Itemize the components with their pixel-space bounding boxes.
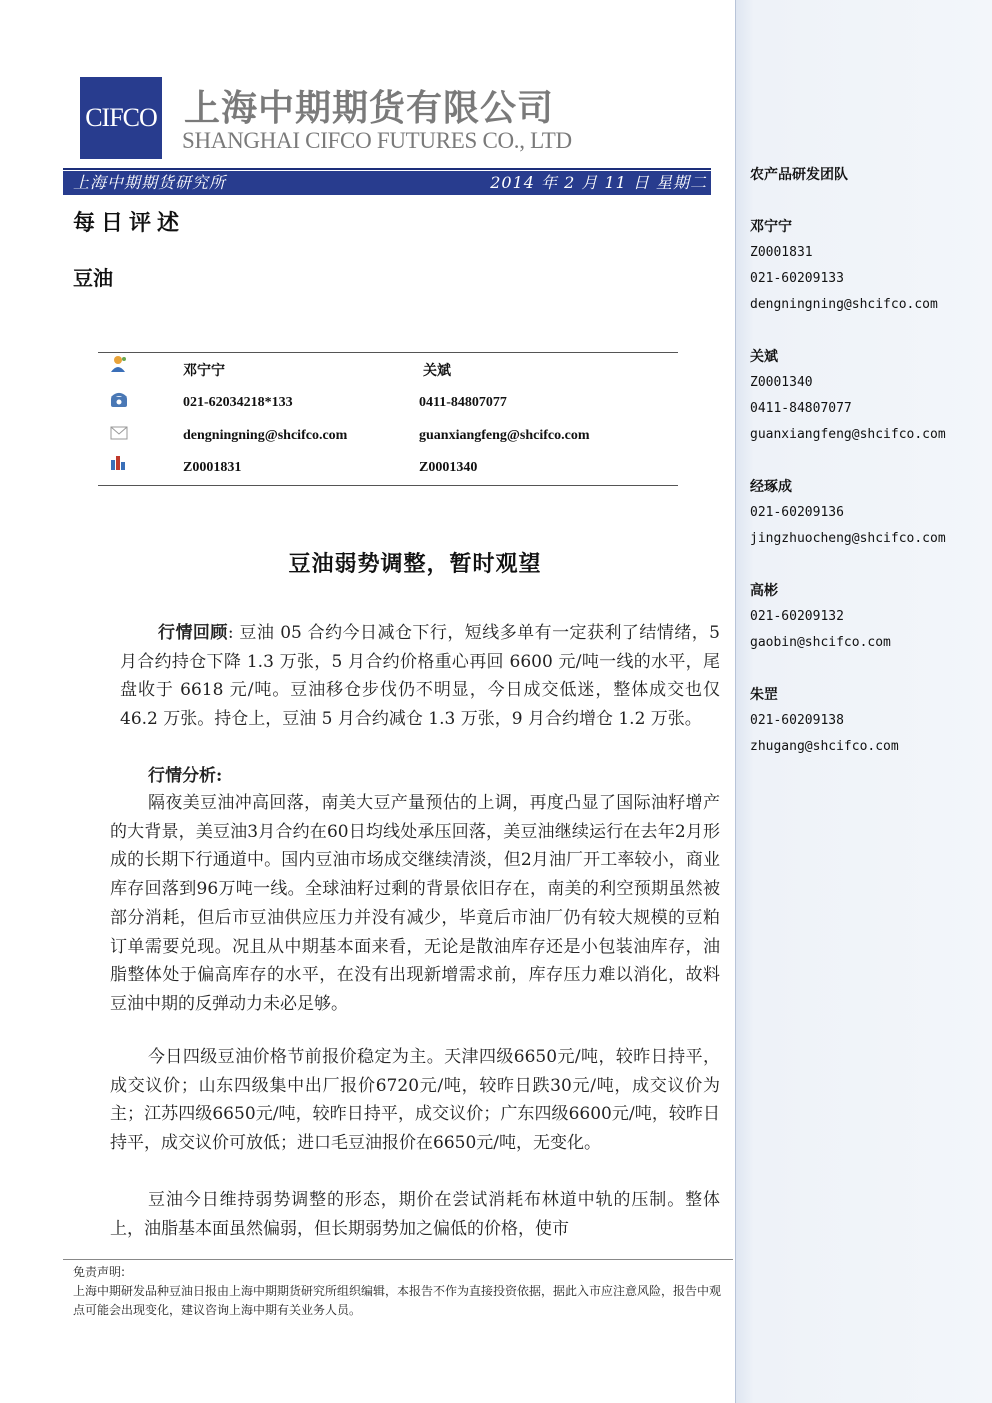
contact-table-top-rule — [98, 352, 678, 353]
analyst2-email[interactable]: guanxiangfeng@shcifco.com — [419, 428, 590, 443]
cifco-logo: CIFCO — [80, 77, 162, 159]
member-email[interactable]: guanxiangfeng@shcifco.com — [750, 427, 946, 442]
sidebar-member — [750, 682, 899, 760]
member-name: 高彬 — [750, 583, 778, 599]
disclaimer — [73, 1263, 723, 1320]
member-email[interactable]: dengningning@shcifco.com — [750, 297, 938, 312]
header-bar — [63, 171, 711, 195]
review-text: : 豆油 05 合约今日减仓下行，短线多单有一定获利了结情绪，5 月合约持仓下降 1.3 万张，5 月合约价格重心再回 6600 元/吨一线的水平，尾盘收于 6618 元/吨。豆油移仓步伐仍不明显，今日成交低迷，整体成交也仅 46.2 万张。持仓上，豆油 5 月合约减仓 1.3 万张，9 月合约增仓 1.2 万张。 — [120, 623, 720, 730]
sidebar-member — [750, 578, 891, 656]
footer-rule — [63, 1259, 733, 1260]
id-card-icon — [109, 454, 129, 472]
member-phone: 0411-84807077 — [750, 401, 852, 416]
sidebar-team-title: 农产品研发团队 — [750, 167, 848, 183]
member-license: Z0001831 — [750, 245, 813, 260]
member-name: 关斌 — [750, 349, 778, 365]
report-headline: 豆油弱势调整，暂时观望 — [288, 552, 542, 577]
institute-name: 上海中期期货研究所 — [73, 173, 227, 192]
analyst1-license: Z0001831 — [183, 460, 242, 475]
member-name: 经琢成 — [750, 479, 792, 495]
sidebar-member — [750, 344, 946, 448]
analyst1-phone: 021-62034218*133 — [183, 395, 293, 410]
company-name-en: SHANGHAI CIFCO FUTURES CO., LTD — [182, 128, 572, 153]
member-phone: 021-60209138 — [750, 713, 844, 728]
commodity-title: 豆油 — [73, 266, 113, 290]
member-license: Z0001340 — [750, 375, 813, 390]
member-email[interactable]: zhugang@shcifco.com — [750, 739, 899, 754]
analysis-paragraph-1: 隔夜美豆油冲高回落，南美大豆产量预估的上调，再度凸显了国际油籽增产的大背景，美豆油3月合约在60日均线处承压回落，美豆油继续运行在去年2月形成的长期下行通道中。国内豆油市场成交继续清淡，但2月油厂开工率较小，商业库存回落到96万吨一线。全球油籽过剩的背景依旧存在，南美的利空预期虽然被部分消耗，但后市豆油供应压力并没有减少，毕竟后市油厂仍有较大规模的豆粕订单需要兑现。况且从中期基本面来看，无论是散油库存还是小包装油库存，油脂整体处于偏高库存的水平，在没有出现新增需求前，库存压力难以消化，故料豆油中期的反弹动力未必足够。 — [110, 793, 720, 1014]
report-date: 2014 年 2 月 11 日 星期二 — [490, 173, 707, 192]
member-phone: 021-60209136 — [750, 505, 844, 520]
analysis-label: 行情分析: — [148, 766, 223, 786]
phone-icon — [109, 391, 129, 409]
analyst1-email[interactable]: dengningning@shcifco.com — [183, 428, 348, 443]
company-name-cn: 上海中期期货有限公司 — [184, 88, 555, 129]
member-email[interactable]: gaobin@shcifco.com — [750, 635, 891, 650]
contact-table-bottom-rule — [98, 485, 678, 486]
analysis-heading — [148, 762, 758, 791]
sidebar-team — [750, 162, 848, 188]
analyst2-phone: 0411-84807077 — [419, 395, 507, 410]
sidebar-member — [750, 474, 946, 552]
member-name: 邓宁宁 — [750, 219, 792, 235]
section-title: 每日评述 — [73, 211, 186, 236]
person-icon — [109, 355, 129, 373]
review-label: 行情回顾 — [158, 623, 228, 643]
disclaimer-title: 免责声明: — [73, 1265, 126, 1279]
sidebar-member — [750, 214, 938, 318]
analyst1-name: 邓宁宁 — [183, 364, 225, 379]
member-name: 朱罡 — [750, 687, 778, 703]
member-email[interactable]: jingzhuocheng@shcifco.com — [750, 531, 946, 546]
analyst2-license: Z0001340 — [419, 460, 478, 475]
analysis-paragraph-2: 今日四级豆油价格节前报价稳定为主。天津四级6650元/吨，较昨日持平，成交议价；山东四级集中出厂报价6720元/吨，较昨日跌30元/吨，成交议价为主；江苏四级6650元/吨，较昨日持平，成交议价；广东四级6600元/吨，较昨日持平，成交议价可放低；进口毛豆油报价在6650元/吨，无变化。 — [110, 1047, 720, 1154]
member-phone: 021-60209133 — [750, 271, 844, 286]
header-rule — [63, 168, 711, 170]
analyst2-name: 关斌 — [423, 364, 451, 379]
analysis-paragraph-3: 豆油今日维持弱势调整的形态，期价在尝试消耗布林道中轨的压制。整体上，油脂基本面虽然偏弱，但长期弱势加之偏低的价格，使市 — [110, 1190, 720, 1239]
member-phone: 021-60209132 — [750, 609, 844, 624]
mail-icon — [109, 424, 129, 442]
market-review-paragraph — [120, 619, 720, 734]
disclaimer-text: 上海中期研发品种豆油日报由上海中期期货研究所组织编辑，本报告不作为直接投资依据，据此入市应注意风险，报告中观点可能会出现变化，建议咨询上海中期有关业务人员。 — [73, 1284, 722, 1317]
